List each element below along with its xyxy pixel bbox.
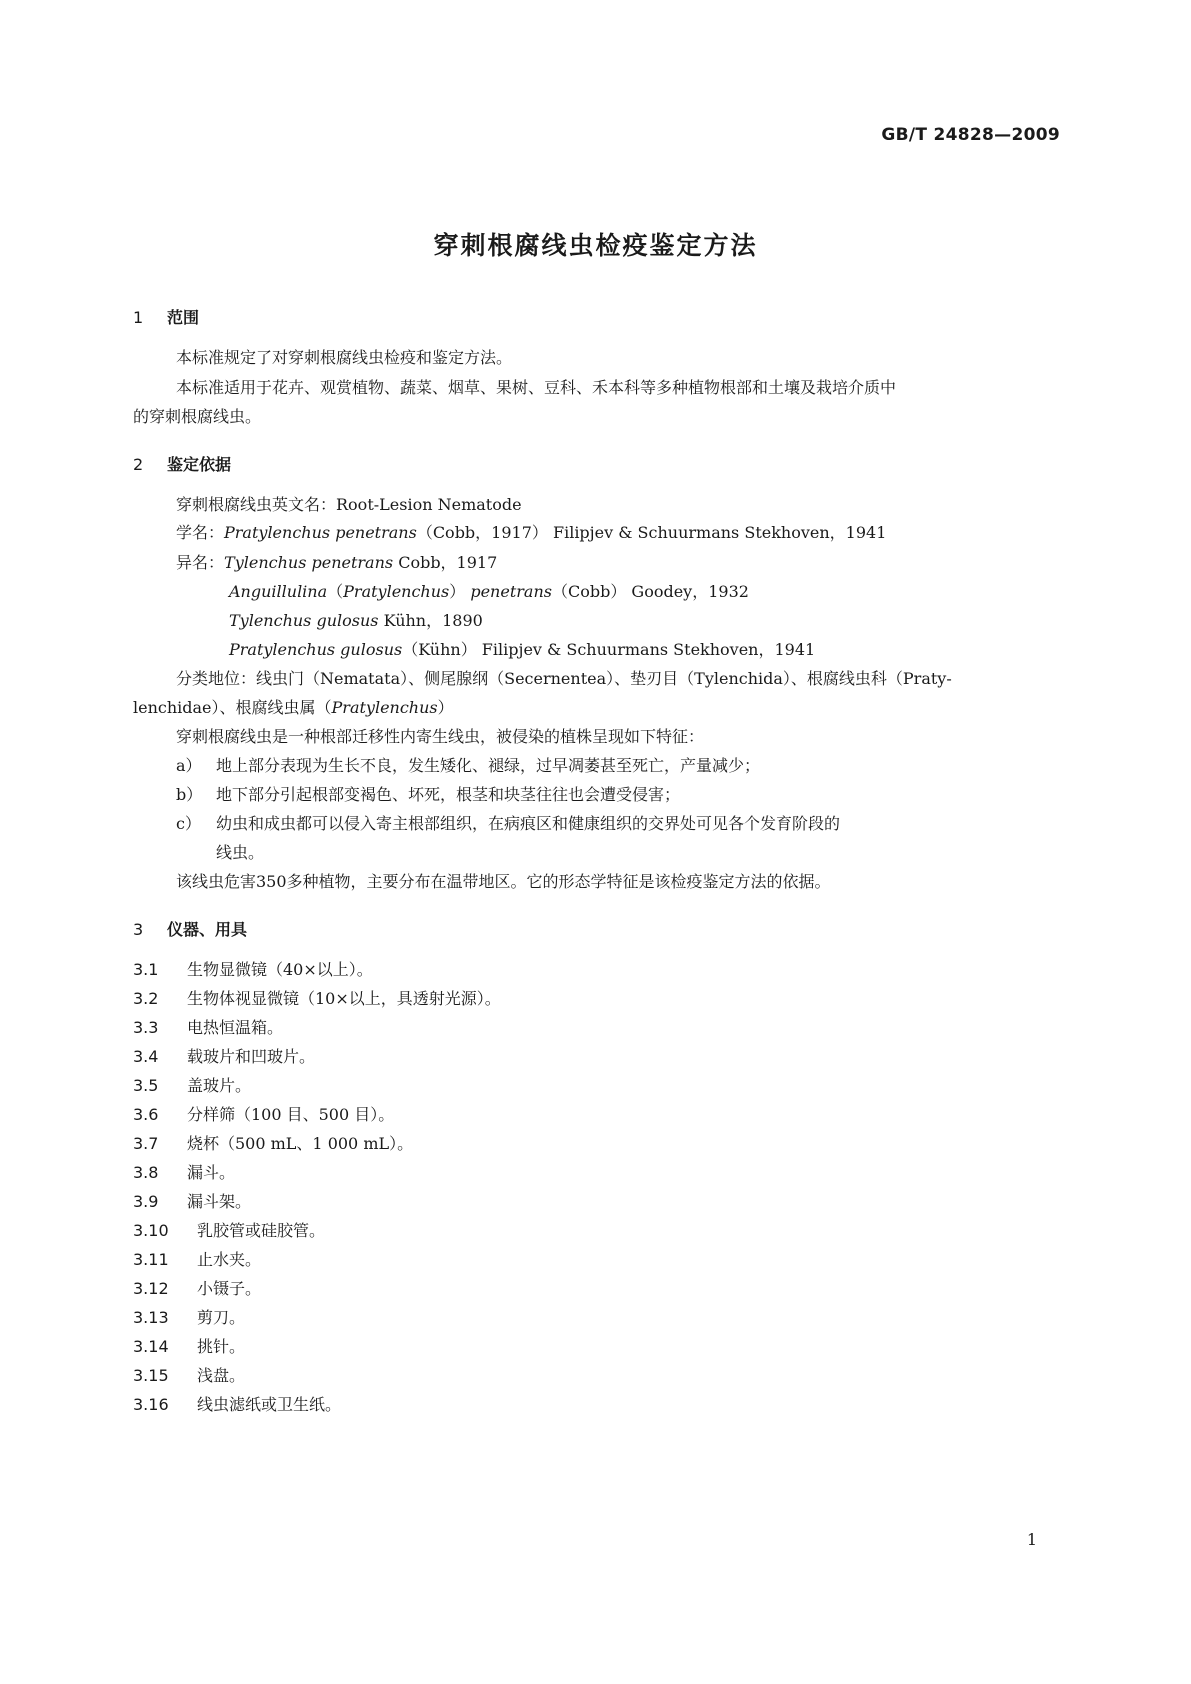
list-item: [176, 814, 840, 834]
item-text: 电热恒温箱。: [187, 1018, 284, 1037]
item-number: 3.4: [133, 1047, 159, 1066]
item-text: 线虫滤纸或卫生纸。: [197, 1395, 342, 1414]
item-number: 3.8: [133, 1163, 159, 1182]
equipment-item: [133, 1134, 413, 1154]
synonym-1: [176, 553, 497, 573]
document-title: 穿刺根腐线虫检疫鉴定方法: [433, 231, 758, 260]
equipment-item: [133, 1279, 261, 1299]
equipment-item: [133, 1337, 245, 1357]
paragraph: 本标准适用于花卉、观赏植物、蔬菜、烟草、果树、豆科、禾本科等多种植物根部和土壤及栽培介质中: [176, 378, 897, 397]
section-title: 范围: [167, 308, 200, 327]
item-text: 生物体视显微镜（10×以上，具透射光源）。: [187, 989, 501, 1008]
taxonomy-line-2: [133, 698, 454, 718]
item-number: 3.2: [133, 989, 159, 1008]
authority: （Cobb） Goodey，1932: [551, 582, 749, 601]
paragraph: 该线虫危害350多种植物，主要分布在温带地区。它的形态学特征是该检疫鉴定方法的依据。: [176, 872, 831, 891]
item-number: 3.6: [133, 1105, 159, 1124]
section-2-heading: [133, 452, 231, 475]
list-label: c）: [176, 814, 201, 833]
equipment-item: [133, 1163, 235, 1183]
item-number: 3.16: [133, 1395, 169, 1414]
species-name: Pratylenchus gulosus: [229, 640, 403, 659]
section-3-heading: [133, 917, 247, 940]
item-text: 乳胶管或硅胶管。: [197, 1221, 326, 1240]
equipment-item: [133, 989, 501, 1009]
item-text: 烧杯（500 mL、1 000 mL）。: [187, 1134, 414, 1153]
item-text: 挑针。: [197, 1337, 246, 1356]
standard-number: GB/T 24828—2009: [881, 125, 1060, 145]
paren: ）: [449, 582, 471, 601]
species-name: Pratylenchus penetrans: [224, 523, 417, 542]
text: ）: [437, 698, 454, 717]
equipment-item: [133, 1221, 325, 1241]
item-number: 3.12: [133, 1279, 169, 1298]
subgenus-name: Pratylenchus: [343, 582, 450, 601]
english-name: 穿刺根腐线虫英文名：Root-Lesion Nematode: [176, 495, 522, 514]
list-text: 地下部分引起根部变褐色、坏死，根茎和块茎往往也会遭受侵害；: [216, 785, 681, 804]
item-number: 3.14: [133, 1337, 169, 1356]
item-text: 载玻片和凹玻片。: [187, 1047, 316, 1066]
authority: （Kühn） Filipjev & Schuurmans Stekhoven，1941: [402, 640, 816, 659]
list-item-continuation: 线虫。: [216, 843, 265, 862]
list-item: [176, 756, 760, 776]
page-number: 1: [1026, 1530, 1037, 1549]
scientific-name: [176, 523, 886, 543]
species-name: Tylenchus penetrans: [224, 553, 394, 572]
equipment-item: [133, 1047, 315, 1067]
item-text: 止水夹。: [197, 1250, 262, 1269]
equipment-item: [133, 1076, 251, 1096]
list-text: 幼虫和成虫都可以侵入寄主根部组织，在病痕区和健康组织的交界处可见各个发育阶段的: [216, 814, 841, 833]
section-title: 仪器、用具: [167, 920, 248, 939]
paragraph: 的穿刺根腐线虫。: [133, 407, 262, 426]
list-label: b）: [176, 785, 203, 804]
equipment-item: [133, 1018, 283, 1038]
genus-name: Anguillulina: [229, 582, 328, 601]
item-number: 3.3: [133, 1018, 159, 1037]
item-number: 3.7: [133, 1134, 159, 1153]
item-number: 3.11: [133, 1250, 169, 1269]
equipment-item: [133, 1105, 394, 1125]
item-text: 剪刀。: [197, 1308, 246, 1327]
item-number: 3.9: [133, 1192, 159, 1211]
label: 异名：: [176, 553, 225, 572]
authority: （Cobb，1917） Filipjev & Schuurmans Stekhoven，1941: [416, 523, 887, 542]
item-text: 小镊子。: [197, 1279, 262, 1298]
equipment-item: [133, 1250, 261, 1270]
taxonomy-line-1: 分类地位：线虫门（Nematata）、侧尾腺纲（Secernentea）、垫刃目（Tylenchida）、根腐线虫科（Praty-: [176, 669, 952, 688]
item-number: 3.13: [133, 1308, 169, 1327]
species-name: Tylenchus gulosus: [229, 611, 379, 630]
equipment-item: [133, 1192, 251, 1212]
section-number: 1: [133, 308, 144, 327]
synonym-4: [229, 640, 815, 660]
item-text: 生物显微镜（40×以上）。: [187, 960, 373, 979]
list-item: [176, 785, 680, 805]
list-label: a）: [176, 756, 202, 775]
equipment-item: [133, 1395, 341, 1415]
label: 学名：: [176, 523, 225, 542]
item-text: 漏斗。: [187, 1163, 236, 1182]
section-title: 鉴定依据: [167, 455, 232, 474]
item-text: 分样筛（100 目、500 目）。: [187, 1105, 395, 1124]
synonym-2: [229, 582, 749, 602]
item-number: 3.10: [133, 1221, 169, 1240]
item-text: 漏斗架。: [187, 1192, 252, 1211]
equipment-item: [133, 960, 373, 980]
text: lenchidae）、根腐线虫属（: [133, 698, 332, 717]
section-number: 2: [133, 455, 144, 474]
list-text: 地上部分表现为生长不良，发生矮化、褪绿，过早凋萎甚至死亡，产量减少；: [216, 756, 761, 775]
section-1-heading: [133, 305, 199, 328]
equipment-item: [133, 1308, 245, 1328]
symptom-intro: 穿刺根腐线虫是一种根部迁移性内寄生线虫，被侵染的植株呈现如下特征：: [176, 727, 705, 746]
item-number: 3.5: [133, 1076, 159, 1095]
authority: Kühn，1890: [378, 611, 483, 630]
item-number: 3.1: [133, 960, 159, 979]
paragraph: 本标准规定了对穿刺根腐线虫检疫和鉴定方法。: [176, 348, 513, 367]
item-number: 3.15: [133, 1366, 169, 1385]
item-text: 盖玻片。: [187, 1076, 252, 1095]
synonym-3: [229, 611, 483, 631]
equipment-item: [133, 1366, 245, 1386]
genus-name: Pratylenchus: [331, 698, 438, 717]
paren: （: [327, 582, 344, 601]
section-number: 3: [133, 920, 144, 939]
epithet: penetrans: [470, 582, 552, 601]
item-text: 浅盘。: [197, 1366, 246, 1385]
authority: Cobb，1917: [393, 553, 498, 572]
